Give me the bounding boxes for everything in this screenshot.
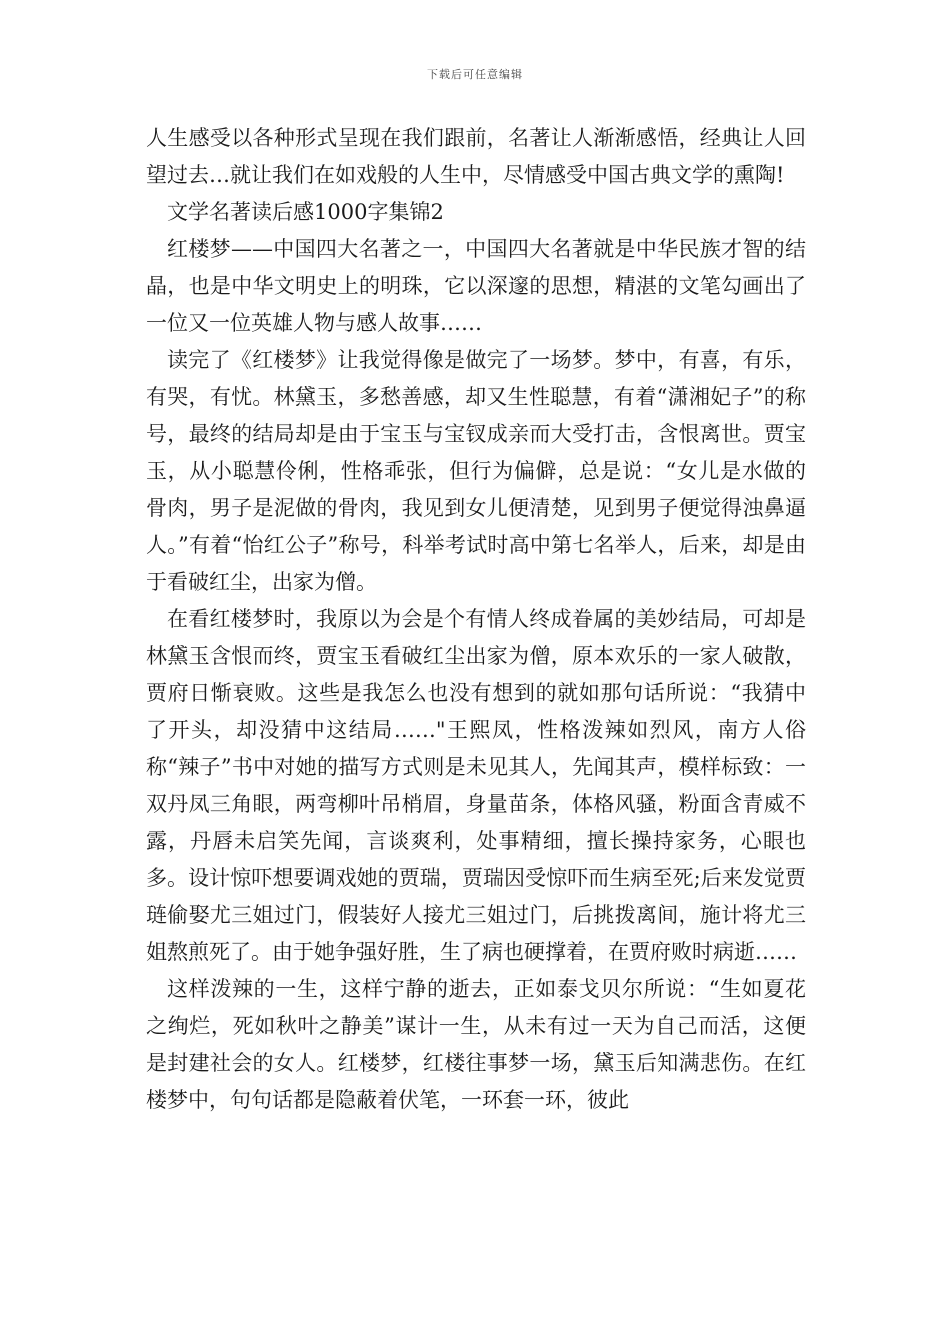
- paragraph: 红楼梦——中国四大名著之一，中国四大名著就是中华民族才智的结晶，也是中华文明史上的明珠，它以深邃的思想，精湛的文笔勾画出了一位又一位英雄人物与感人故事……: [146, 237, 806, 335]
- paragraph-intro: 人生感受以各种形式呈现在我们跟前，名著让人渐渐感悟，经典让人回望过去…就让我们在如戏般的人生中，尽情感受中国古典文学的熏陶!: [146, 126, 806, 187]
- page-header: 下载后可任意编辑: [427, 68, 523, 81]
- paragraph: 这样泼辣的一生，这样宁静的逝去，正如泰戈贝尔所说：“生如夏花之绚烂，死如秋叶之静美”谋计一生，从未有过一天为自己而活，这便是封建社会的女人。红楼梦，红楼往事梦一场，黛玉后知满悲伤。在红楼梦中，句句话都是隐蔽着伏笔，一环套一环，彼此: [146, 977, 806, 1112]
- paragraph: 在看红楼梦时，我原以为会是个有情人终成眷属的美妙结局，可却是林黛玉含恨而终，贾宝玉看破红尘出家为僧，原本欢乐的一家人破散，贾府日惭衰败。这些是我怎么也没有想到的就如那句话所说：“我猜中了开头，却没猜中这结局……"王熙凤，性格泼辣如烈风，南方人俗称“辣子”书中对她的描写方式则是未见其人，先闻其声，模样标致：一双丹凤三角眼，两弯柳叶吊梢眉，身量苗条，体格风骚，粉面含青威不露，丹唇未启笑先闻，言谈爽利，处事精细，擅长操持家务，心眼也多。设计惊吓想要调戏她的贾瑞，贾瑞因受惊吓而生病至死;后来发觉贾琏偷娶尤三姐过门，假装好人接尤三姐过门，后挑拨离间，施计将尤三姐熬煎死了。由于她争强好胜，生了病也硬撑着，在贾府败时病逝……: [146, 607, 806, 964]
- document-body: [146, 120, 806, 1119]
- paragraph: 读完了《红楼梦》让我觉得像是做完了一场梦。梦中，有喜，有乐，有哭，有忧。林黛玉，多愁善感，却又生性聪慧，有着“潇湘妃子”的称号，最终的结局却是由于宝玉与宝钗成亲而大受打击，含恨离世。贾宝玉，从小聪慧伶俐，性格乖张，但行为偏僻，总是说：“女儿是水做的骨肉，男子是泥做的骨肉，我见到女儿便清楚，见到男子便觉得浊鼻逼人。”有着“怡红公子”称号，科举考试时高中第七名举人，后来，却是由于看破红尘，出家为僧。: [146, 348, 806, 594]
- section-heading: 文学名著读后感1000字集锦2: [167, 200, 444, 224]
